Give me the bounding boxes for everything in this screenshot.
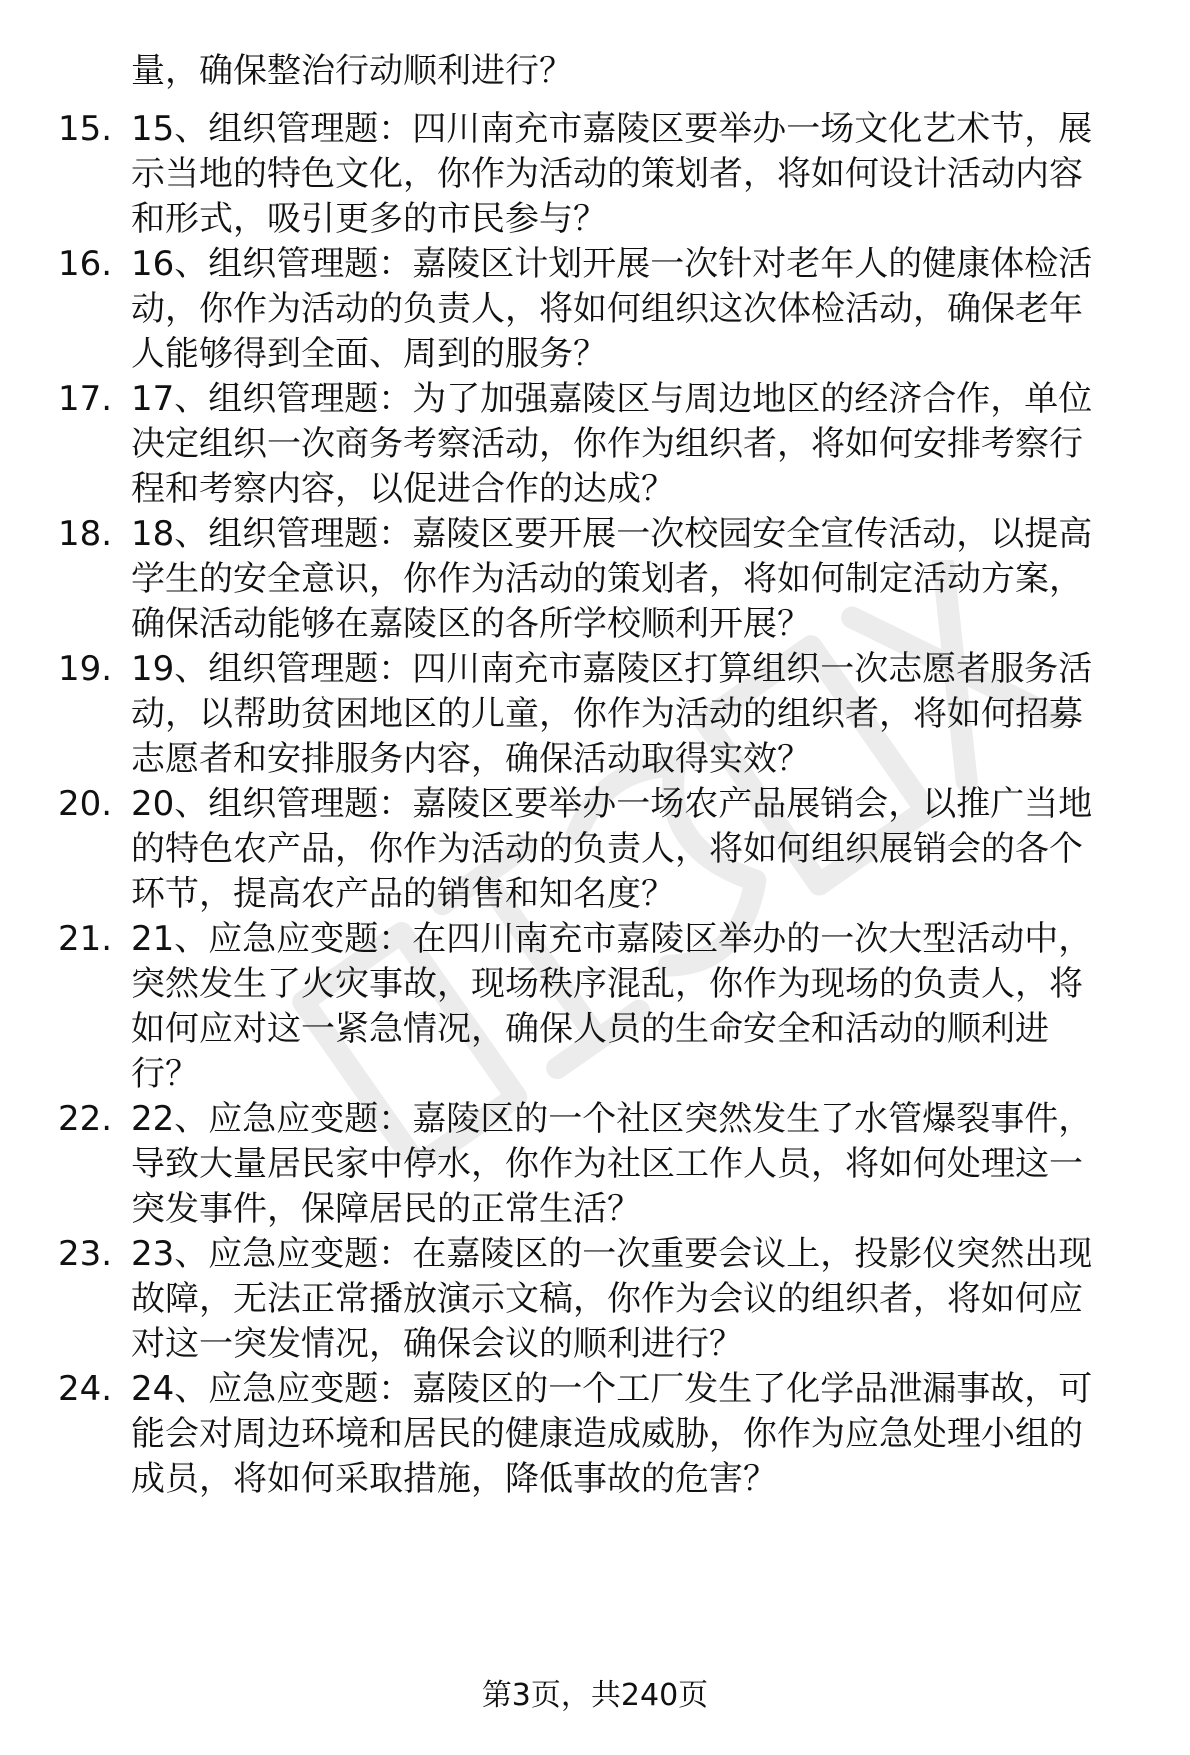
question-text-line: 学生的安全意识，你作为活动的策划者，将如何制定活动方案， [131, 559, 1083, 599]
question-number: 21. [58, 919, 113, 959]
question-text-line: 对这一突发情况，确保会议的顺利进行？ [131, 1324, 743, 1364]
question-text-line: 17、组织管理题：为了加强嘉陵区与周边地区的经济合作，单位 [131, 379, 1093, 419]
question-number: 22. [58, 1099, 113, 1139]
question-number: 24. [58, 1369, 113, 1409]
question-number: 19. [58, 649, 113, 689]
question-text [131, 512, 1141, 647]
question-text-line: 和形式，吸引更多的市民参与？ [131, 199, 607, 239]
question-text [131, 1097, 1141, 1232]
question-text-line: 动，以帮助贫困地区的儿童，你作为活动的组织者，将如何招募 [131, 694, 1083, 734]
question-text-line: 环节，提高农产品的销售和知名度？ [131, 874, 675, 914]
question-text-line: 故障，无法正常播放演示文稿，你作为会议的组织者，将如何应 [131, 1279, 1083, 1319]
question-text [131, 377, 1141, 512]
question-number: 17. [58, 379, 113, 419]
question-text-line: 导致大量居民家中停水，你作为社区工作人员，将如何处理这一 [131, 1144, 1083, 1184]
question-text-line: 15、组织管理题：四川南充市嘉陵区要举办一场文化艺术节，展 [131, 109, 1093, 149]
question-text-line: 动，你作为活动的负责人，将如何组织这次体检活动，确保老年 [131, 289, 1083, 329]
question-text-line: 24、应急应变题：嘉陵区的一个工厂发生了化学品泄漏事故，可 [131, 1369, 1093, 1409]
question-text-line: 程和考察内容，以促进合作的达成？ [131, 469, 675, 509]
question-text-line: 人能够得到全面、周到的服务？ [131, 334, 607, 374]
question-text [131, 782, 1141, 917]
question-text-line: 示当地的特色文化，你作为活动的策划者，将如何设计活动内容 [131, 154, 1083, 194]
question-text-line: 23、应急应变题：在嘉陵区的一次重要会议上，投影仪突然出现 [131, 1234, 1093, 1274]
question-text-line: 确保活动能够在嘉陵区的各所学校顺利开展？ [131, 604, 811, 644]
question-text [131, 242, 1141, 377]
question-text-line: 16、组织管理题：嘉陵区计划开展一次针对老年人的健康体检活 [131, 244, 1093, 284]
question-text [131, 1232, 1141, 1367]
question-text [131, 1367, 1141, 1502]
question-text-line: 志愿者和安排服务内容，确保活动取得实效？ [131, 739, 811, 779]
question-text-line: 20、组织管理题：嘉陵区要举办一场农产品展销会，以推广当地 [131, 784, 1093, 824]
question-text-line: 的特色农产品，你作为活动的负责人，将如何组织展销会的各个 [131, 829, 1083, 869]
question-text [131, 917, 1141, 1097]
question-text [131, 647, 1141, 782]
question-text-line: 行？ [131, 1054, 199, 1094]
page-footer: 第3页，共240页 [481, 1678, 709, 1713]
question-text-line: 如何应对这一紧急情况，确保人员的生命安全和活动的顺利进 [131, 1009, 1049, 1049]
question-number: 18. [58, 514, 113, 554]
question-text-line: 突然发生了火灾事故，现场秩序混乱，你作为现场的负责人，将 [131, 964, 1083, 1004]
question-text-line: 19、组织管理题：四川南充市嘉陵区打算组织一次志愿者服务活 [131, 649, 1093, 689]
question-text-line: 决定组织一次商务考察活动，你作为组织者，将如何安排考察行 [131, 424, 1083, 464]
question-text [131, 107, 1141, 242]
question-text-line: 18、组织管理题：嘉陵区要开展一次校园安全宣传活动，以提高 [131, 514, 1093, 554]
question-number: 16. [58, 244, 113, 284]
question-number: 20. [58, 784, 113, 824]
question-text-line: 能会对周边环境和居民的健康造成威胁，你作为应急处理小组的 [131, 1414, 1083, 1454]
question-number: 15. [58, 109, 113, 149]
question-text-line: 21、应急应变题：在四川南充市嘉陵区举办的一次大型活动中， [131, 919, 1093, 959]
question-text-line: 22、应急应变题：嘉陵区的一个社区突然发生了水管爆裂事件， [131, 1099, 1093, 1139]
question-number: 23. [58, 1234, 113, 1274]
question-text-line: 成员，将如何采取措施，降低事故的危害？ [131, 1459, 777, 1499]
question-text-line: 突发事件，保障居民的正常生活？ [131, 1189, 641, 1229]
continuation-line: 量，确保整治行动顺利进行？ [131, 51, 573, 91]
